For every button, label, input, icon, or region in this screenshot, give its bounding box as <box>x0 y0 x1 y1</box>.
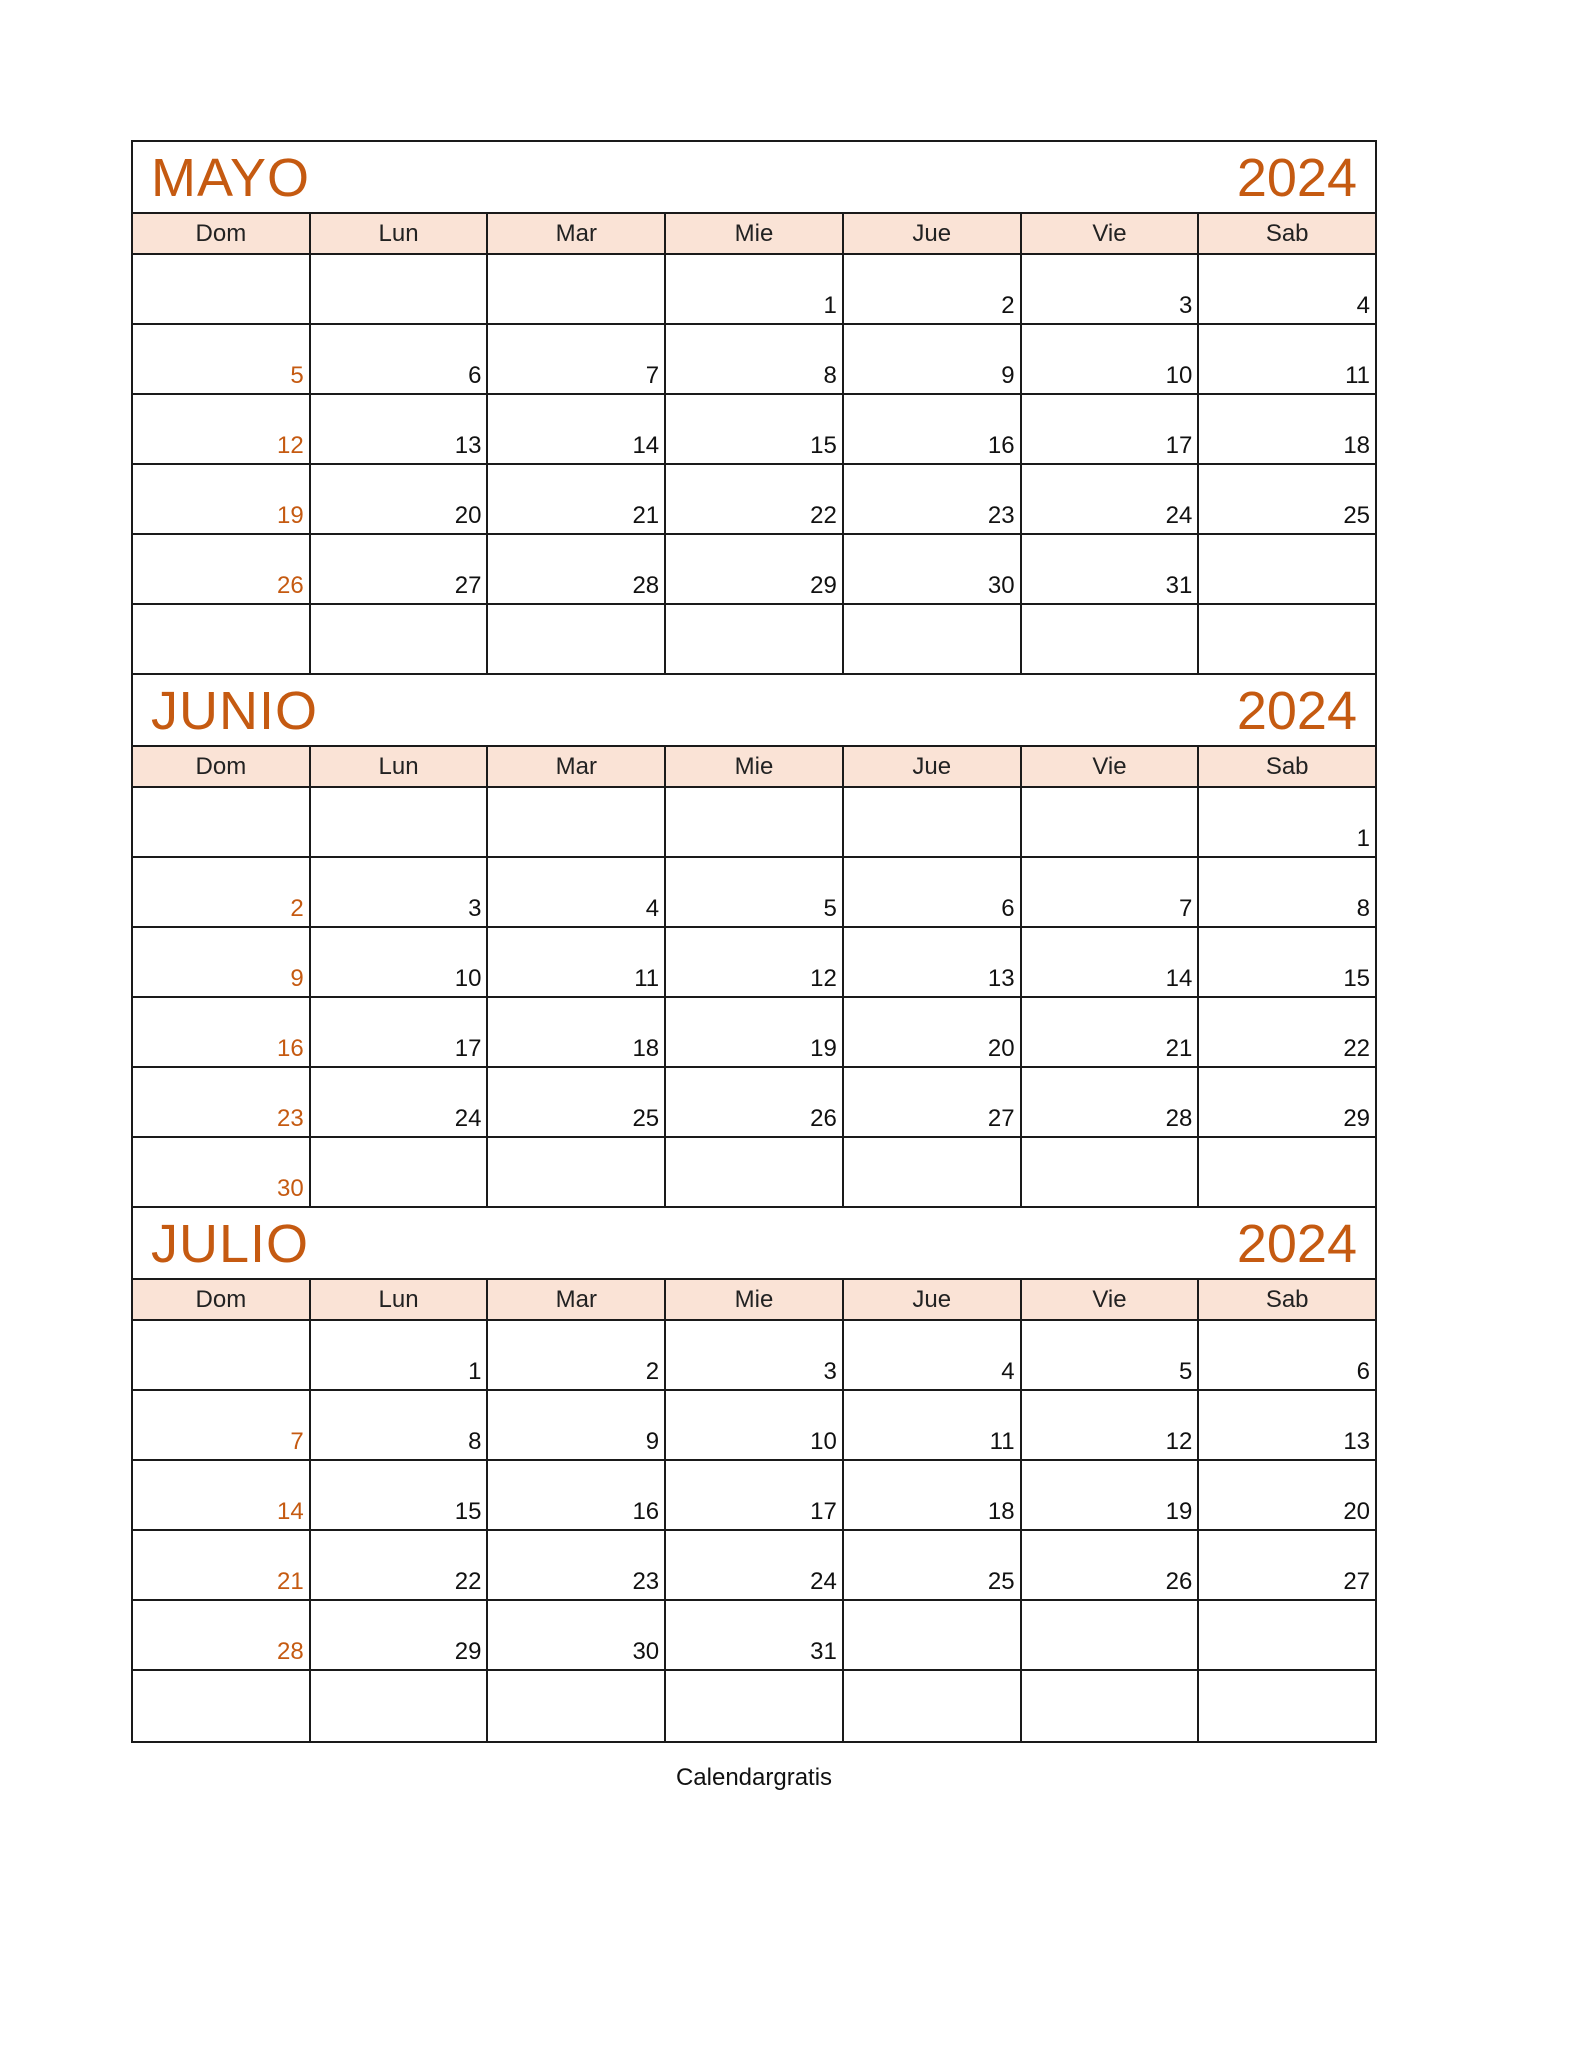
day-cell <box>844 325 1022 393</box>
day-cell <box>311 395 489 463</box>
day-number: 23 <box>632 1568 660 1595</box>
day-cell <box>311 1321 489 1389</box>
day-cell <box>1199 1321 1375 1389</box>
day-number: 14 <box>632 432 660 459</box>
day-number: 27 <box>987 1105 1015 1132</box>
day-cell <box>1199 1671 1375 1741</box>
day-number: 3 <box>1178 292 1193 319</box>
day-number: 22 <box>1343 1035 1371 1062</box>
day-cell <box>133 1321 311 1389</box>
day-cell <box>844 1461 1022 1529</box>
day-cell <box>133 1391 311 1459</box>
day-number: 28 <box>277 1638 304 1665</box>
day-cell <box>488 1531 666 1599</box>
day-cell <box>1199 325 1375 393</box>
weekday-header-mie: Mie <box>666 1280 844 1319</box>
day-number: 5 <box>290 362 304 389</box>
day-number: 3 <box>823 1358 837 1385</box>
day-cell <box>1199 535 1375 603</box>
day-cell <box>844 1321 1022 1389</box>
day-number: 7 <box>290 1428 304 1455</box>
month-year: 2024 <box>1236 148 1357 208</box>
day-number: 12 <box>277 432 304 459</box>
weekday-header-jue: Jue <box>844 1280 1022 1319</box>
day-cell <box>844 1531 1022 1599</box>
day-number: 24 <box>1165 502 1193 529</box>
day-cell <box>1022 858 1200 926</box>
day-cell <box>133 255 311 323</box>
weekday-header-sab: Sab <box>1265 1285 1309 1313</box>
day-cell <box>1199 1068 1375 1136</box>
day-cell <box>1199 858 1375 926</box>
weekday-header-mie: Mie <box>666 214 844 253</box>
day-cell <box>1022 1138 1200 1206</box>
day-number: 26 <box>277 572 304 599</box>
day-cell <box>1022 395 1200 463</box>
week-row <box>133 788 1375 858</box>
month-block-junio <box>133 675 1375 1208</box>
day-number: 18 <box>632 1035 660 1062</box>
day-cell <box>666 605 844 673</box>
day-cell <box>1022 325 1200 393</box>
day-cell <box>666 858 844 926</box>
day-cell <box>311 325 489 393</box>
week-row <box>133 1461 1375 1531</box>
day-number: 17 <box>1165 432 1193 459</box>
day-number: 2 <box>645 1358 660 1385</box>
day-cell <box>1022 998 1200 1066</box>
day-number: 1 <box>468 1358 482 1385</box>
day-number: 12 <box>1165 1428 1193 1455</box>
day-cell <box>666 535 844 603</box>
day-number: 25 <box>1343 502 1371 529</box>
day-cell <box>311 465 489 533</box>
weekday-header-row <box>133 214 1375 255</box>
day-number: 15 <box>454 1498 482 1525</box>
day-number: 11 <box>989 1428 1015 1455</box>
weekday-header-sab: Sab <box>1265 219 1309 247</box>
day-cell <box>1199 928 1375 996</box>
day-number: 2 <box>290 895 304 922</box>
weekday-header-vie: Vie <box>1022 747 1200 786</box>
day-number: 26 <box>1165 1568 1193 1595</box>
day-cell <box>133 998 311 1066</box>
day-cell <box>1199 605 1375 673</box>
day-number: 22 <box>454 1568 482 1595</box>
day-number: 5 <box>823 895 837 922</box>
day-cell <box>666 788 844 856</box>
weekday-header-mar: Mar <box>488 1280 666 1319</box>
day-cell <box>311 928 489 996</box>
day-number: 16 <box>632 1498 660 1525</box>
day-number: 5 <box>1178 1358 1193 1385</box>
day-cell <box>133 928 311 996</box>
day-number: 27 <box>454 572 482 599</box>
day-cell <box>844 858 1022 926</box>
weekday-header-lun: Lun <box>311 1280 489 1319</box>
day-cell <box>666 1138 844 1206</box>
week-row <box>133 928 1375 998</box>
day-number: 27 <box>1343 1568 1371 1595</box>
day-cell <box>133 535 311 603</box>
day-cell <box>1022 1391 1200 1459</box>
day-cell <box>311 1068 489 1136</box>
day-cell <box>488 535 666 603</box>
weekday-header-lun: Lun <box>311 214 489 253</box>
day-number: 14 <box>277 1498 304 1525</box>
day-cell <box>488 998 666 1066</box>
day-cell <box>488 1138 666 1206</box>
day-number: 4 <box>645 895 660 922</box>
footer-credit: Calendargratis <box>675 1764 833 1791</box>
day-cell <box>1199 395 1375 463</box>
day-cell <box>844 465 1022 533</box>
month-name: JULIO <box>151 1214 310 1274</box>
day-cell <box>1022 1321 1200 1389</box>
weekday-header-dom: Dom <box>133 747 311 786</box>
day-number: 10 <box>1165 362 1193 389</box>
day-number: 18 <box>987 1498 1015 1525</box>
day-number: 18 <box>1343 432 1371 459</box>
month-header <box>133 1208 1375 1280</box>
day-number: 11 <box>634 965 660 992</box>
day-number: 8 <box>1356 895 1371 922</box>
day-cell <box>1022 465 1200 533</box>
day-cell <box>666 395 844 463</box>
month-year: 2024 <box>1236 681 1357 741</box>
day-number: 28 <box>632 572 660 599</box>
day-cell <box>844 605 1022 673</box>
day-cell <box>666 1531 844 1599</box>
day-number: 10 <box>810 1428 837 1455</box>
day-cell <box>311 1461 489 1529</box>
day-cell <box>666 928 844 996</box>
week-row <box>133 998 1375 1068</box>
day-cell <box>1022 255 1200 323</box>
day-number: 25 <box>632 1105 660 1132</box>
day-cell <box>844 998 1022 1066</box>
day-number: 23 <box>277 1105 304 1132</box>
day-number: 8 <box>468 1428 482 1455</box>
day-number: 7 <box>1178 895 1193 922</box>
week-row <box>133 465 1375 535</box>
weekday-header-mar: Mar <box>488 214 666 253</box>
day-cell <box>488 465 666 533</box>
week-row <box>133 1531 1375 1601</box>
day-cell <box>1022 605 1200 673</box>
day-number: 20 <box>1343 1498 1371 1525</box>
day-number: 19 <box>277 502 304 529</box>
day-cell <box>666 325 844 393</box>
day-cell <box>488 858 666 926</box>
day-cell <box>666 998 844 1066</box>
day-number: 2 <box>1001 292 1015 319</box>
day-number: 17 <box>454 1035 482 1062</box>
day-number: 4 <box>1001 1358 1015 1385</box>
day-cell <box>311 1671 489 1741</box>
day-number: 16 <box>277 1035 304 1062</box>
month-header <box>133 142 1375 214</box>
day-cell <box>488 788 666 856</box>
week-row <box>133 858 1375 928</box>
day-number: 19 <box>1165 1498 1193 1525</box>
day-cell <box>488 1461 666 1529</box>
day-number: 21 <box>1165 1035 1193 1062</box>
day-number: 16 <box>987 432 1015 459</box>
calendar-sheet <box>131 140 1377 1743</box>
day-cell <box>1022 1671 1200 1741</box>
day-cell <box>488 1391 666 1459</box>
day-cell <box>488 255 666 323</box>
weekday-header-row <box>133 1280 1375 1321</box>
weekday-header-mie: Mie <box>666 747 844 786</box>
day-number: 29 <box>454 1638 482 1665</box>
day-cell <box>1199 1461 1375 1529</box>
day-cell <box>1022 928 1200 996</box>
day-number: 22 <box>810 502 837 529</box>
weekday-header-jue: Jue <box>844 214 1022 253</box>
week-row <box>133 535 1375 605</box>
month-name: MAYO <box>151 148 311 208</box>
day-number: 25 <box>987 1568 1015 1595</box>
day-cell <box>311 1531 489 1599</box>
weekday-header-dom: Dom <box>133 214 311 253</box>
day-cell <box>666 465 844 533</box>
day-cell <box>1199 998 1375 1066</box>
day-cell <box>666 1601 844 1669</box>
day-number: 19 <box>810 1035 837 1062</box>
day-cell <box>844 1138 1022 1206</box>
day-number: 20 <box>454 502 482 529</box>
day-cell <box>844 788 1022 856</box>
day-cell <box>311 788 489 856</box>
day-number: 20 <box>987 1035 1015 1062</box>
day-cell <box>133 1531 311 1599</box>
day-cell <box>844 535 1022 603</box>
week-row <box>133 395 1375 465</box>
day-cell <box>1199 1531 1375 1599</box>
day-cell <box>488 325 666 393</box>
weekday-header-row <box>133 747 1375 788</box>
day-number: 7 <box>645 362 660 389</box>
weekday-header-sab: Sab <box>1265 752 1309 780</box>
day-cell <box>1022 1068 1200 1136</box>
day-cell <box>1199 255 1375 323</box>
day-cell <box>844 1068 1022 1136</box>
weekday-header-jue: Jue <box>844 747 1022 786</box>
day-cell <box>844 928 1022 996</box>
day-cell <box>666 1391 844 1459</box>
day-cell <box>488 1321 666 1389</box>
day-number: 13 <box>1343 1428 1371 1455</box>
day-cell <box>133 1671 311 1741</box>
day-cell <box>311 1391 489 1459</box>
month-name: JUNIO <box>151 681 318 741</box>
month-block-julio <box>133 1208 1375 1741</box>
week-row <box>133 1671 1375 1741</box>
day-cell <box>1022 1531 1200 1599</box>
day-cell <box>666 1321 844 1389</box>
day-number: 8 <box>823 362 837 389</box>
day-number: 24 <box>454 1105 482 1132</box>
day-number: 15 <box>810 432 837 459</box>
day-number: 11 <box>1345 362 1371 389</box>
day-number: 28 <box>1165 1105 1193 1132</box>
day-cell <box>488 1068 666 1136</box>
day-cell <box>133 395 311 463</box>
day-number: 24 <box>810 1568 837 1595</box>
day-cell <box>488 1601 666 1669</box>
day-cell <box>844 1601 1022 1669</box>
month-year: 2024 <box>1236 1214 1357 1274</box>
day-cell <box>133 605 311 673</box>
weeks <box>133 1321 1375 1741</box>
day-cell <box>844 1671 1022 1741</box>
day-cell <box>311 1138 489 1206</box>
week-row <box>133 1391 1375 1461</box>
weekday-header-vie: Vie <box>1022 1280 1200 1319</box>
month-block-mayo <box>133 142 1375 675</box>
day-cell <box>1199 1138 1375 1206</box>
day-cell <box>311 255 489 323</box>
day-cell <box>133 1461 311 1529</box>
day-cell <box>488 605 666 673</box>
week-row <box>133 325 1375 395</box>
week-row <box>133 1068 1375 1138</box>
day-number: 15 <box>1343 965 1371 992</box>
day-cell <box>488 395 666 463</box>
day-cell <box>311 535 489 603</box>
day-number: 31 <box>810 1638 837 1665</box>
day-number: 6 <box>1356 1358 1371 1385</box>
day-number: 4 <box>1356 292 1371 319</box>
day-number: 26 <box>810 1105 837 1132</box>
day-cell <box>844 395 1022 463</box>
day-cell <box>133 325 311 393</box>
day-cell <box>1199 788 1375 856</box>
day-cell <box>844 255 1022 323</box>
day-number: 3 <box>468 895 482 922</box>
day-cell <box>311 1601 489 1669</box>
day-number: 31 <box>1165 572 1193 599</box>
day-cell <box>1022 1601 1200 1669</box>
day-cell <box>311 858 489 926</box>
day-cell <box>1022 1461 1200 1529</box>
day-cell <box>666 1068 844 1136</box>
day-cell <box>1199 1391 1375 1459</box>
day-number: 9 <box>290 965 304 992</box>
day-cell <box>1199 465 1375 533</box>
day-cell <box>311 998 489 1066</box>
day-cell <box>133 858 311 926</box>
day-number: 29 <box>810 572 837 599</box>
day-number: 30 <box>632 1638 660 1665</box>
day-number: 21 <box>277 1568 304 1595</box>
weekday-header-mar: Mar <box>488 747 666 786</box>
day-number: 23 <box>987 502 1015 529</box>
day-cell <box>488 1671 666 1741</box>
day-number: 12 <box>810 965 837 992</box>
day-cell <box>844 1391 1022 1459</box>
week-row <box>133 255 1375 325</box>
day-number: 30 <box>987 572 1015 599</box>
day-number: 10 <box>454 965 482 992</box>
day-cell <box>311 605 489 673</box>
day-cell <box>666 1461 844 1529</box>
day-number: 9 <box>645 1428 660 1455</box>
day-number: 21 <box>632 502 660 529</box>
day-number: 14 <box>1165 965 1193 992</box>
day-cell <box>133 465 311 533</box>
month-header <box>133 675 1375 747</box>
day-cell <box>1022 788 1200 856</box>
day-cell <box>1199 1601 1375 1669</box>
day-number: 17 <box>810 1498 837 1525</box>
weekday-header-lun: Lun <box>311 747 489 786</box>
week-row <box>133 1321 1375 1391</box>
weeks <box>133 255 1375 675</box>
day-number: 30 <box>277 1175 304 1202</box>
day-cell <box>133 1068 311 1136</box>
day-number: 13 <box>987 965 1015 992</box>
day-cell <box>133 1138 311 1206</box>
day-number: 1 <box>1356 825 1371 852</box>
day-cell <box>133 1601 311 1669</box>
day-cell <box>488 928 666 996</box>
day-cell <box>666 255 844 323</box>
day-number: 1 <box>823 292 837 319</box>
day-number: 29 <box>1343 1105 1371 1132</box>
week-row <box>133 1601 1375 1671</box>
day-cell <box>133 788 311 856</box>
day-number: 9 <box>1001 362 1015 389</box>
day-number: 13 <box>454 432 482 459</box>
day-cell <box>1022 535 1200 603</box>
weeks <box>133 788 1375 1208</box>
day-cell <box>666 1671 844 1741</box>
weekday-header-dom: Dom <box>133 1280 311 1319</box>
week-row <box>133 605 1375 675</box>
weekday-header-vie: Vie <box>1022 214 1200 253</box>
week-row <box>133 1138 1375 1208</box>
day-number: 6 <box>468 362 482 389</box>
day-number: 6 <box>1001 895 1015 922</box>
